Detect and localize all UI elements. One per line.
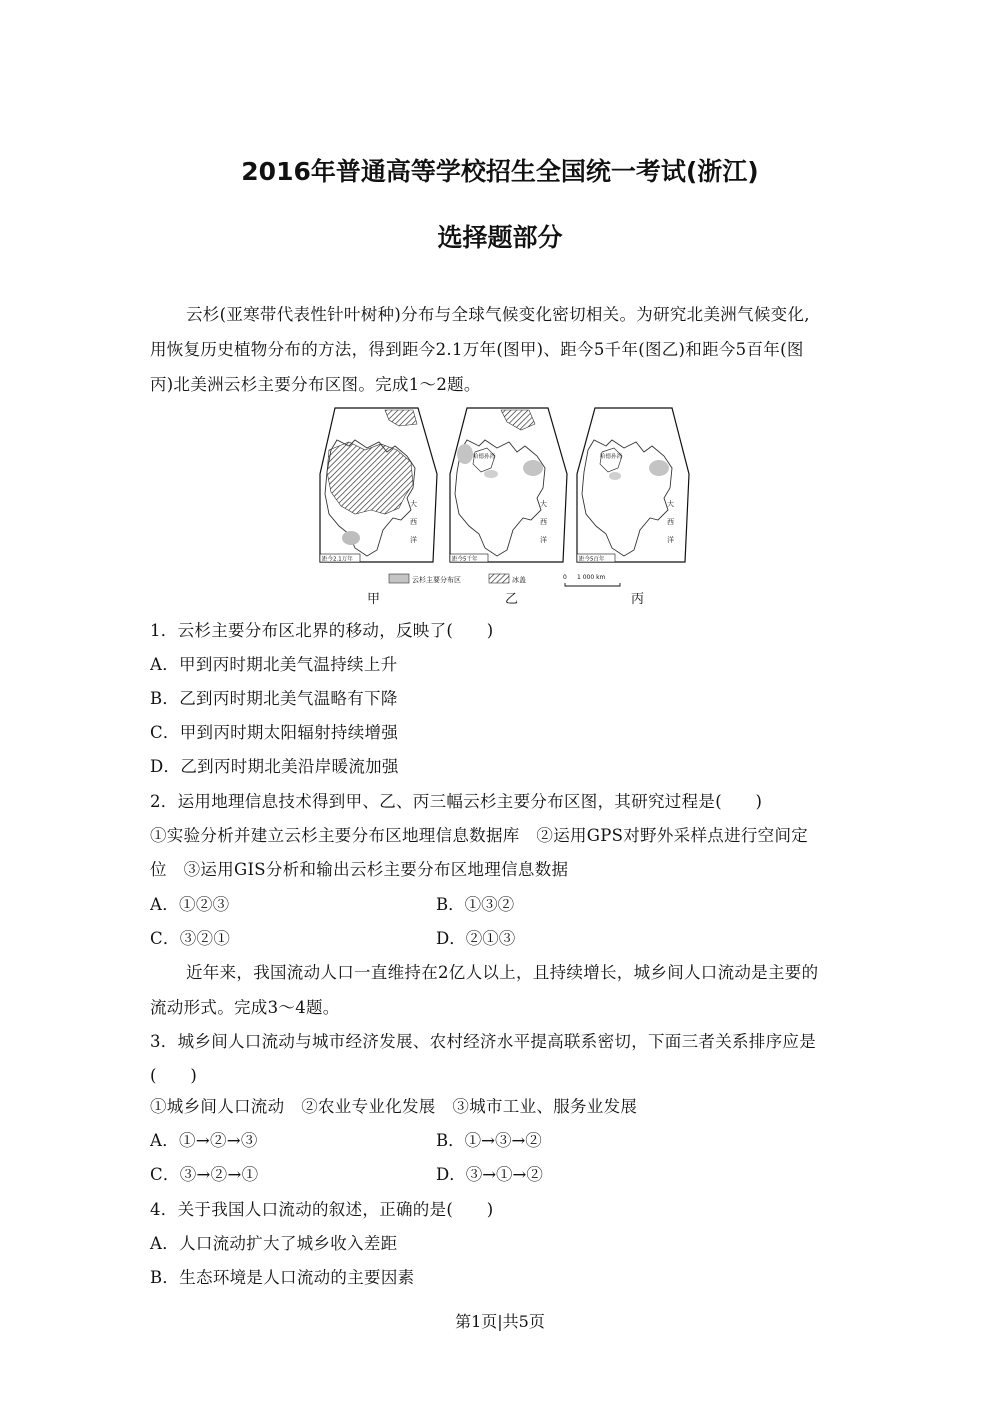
map-panel-bing bbox=[577, 408, 689, 563]
exam-title: 2016年普通高等学校招生全国统一考试(浙江) bbox=[241, 157, 759, 186]
bay-label-yi: 哈德孙湾 bbox=[473, 454, 496, 460]
q1-option-d[interactable]: D．乙到丙时期北美沿岸暖流加强 bbox=[150, 757, 399, 776]
ocean-label-yi-1: 大 bbox=[540, 500, 547, 508]
q2-items-line1: ①实验分析并建立云杉主要分布区地理信息数据库 ②运用GPS对野外采样点进行空间定 bbox=[150, 826, 809, 845]
q1-option-a[interactable]: A．甲到丙时期北美气温持续上升 bbox=[150, 655, 398, 674]
ocean-label-bing-2: 西 bbox=[667, 518, 674, 526]
panel-label-bing: 丙 bbox=[631, 592, 645, 607]
map-legend bbox=[389, 574, 620, 586]
legend-ice-swatch bbox=[489, 574, 509, 583]
q3-option-c[interactable]: C．③→②→① bbox=[150, 1165, 259, 1184]
q4-option-b[interactable]: B．生态环境是人口流动的主要因素 bbox=[150, 1268, 415, 1287]
q2-option-d[interactable]: D．②①③ bbox=[436, 929, 516, 948]
q2-option-a[interactable]: A．①②③ bbox=[150, 895, 230, 914]
q3-stem: 3．城乡间人口流动与城市经济发展、农村经济水平提高联系密切，下面三者关系排序应是 bbox=[150, 1032, 816, 1051]
q4-option-a[interactable]: A．人口流动扩大了城乡收入差距 bbox=[150, 1234, 398, 1253]
q3-option-d[interactable]: D．③→①→② bbox=[436, 1165, 543, 1184]
ocean-label-yi-2: 西 bbox=[540, 518, 547, 526]
spruce-map-figure bbox=[315, 402, 690, 608]
ocean-label-yi-3: 洋 bbox=[540, 536, 547, 544]
time-stamp-bing: 距今5百年 bbox=[579, 556, 605, 563]
legend-spruce-label: 云杉主要分布区 bbox=[412, 576, 461, 584]
intro1-line2: 用恢复历史植物分布的方法，得到距今2.1万年(图甲)、距今5千年(图乙)和距今5百年(图 bbox=[150, 340, 804, 359]
q2-option-b[interactable]: B．①③② bbox=[436, 895, 515, 914]
q2-option-c[interactable]: C．③②① bbox=[150, 929, 231, 948]
q1-option-c[interactable]: C．甲到丙时期太阳辐射持续增强 bbox=[150, 723, 399, 742]
ocean-label-jia-1: 大 bbox=[410, 500, 417, 508]
q2-items-line2: 位 ③运用GIS分析和输出云杉主要分布区地理信息数据 bbox=[150, 860, 569, 879]
map-panel-jia bbox=[320, 408, 437, 563]
legend-spruce-swatch bbox=[389, 574, 409, 583]
bay-label-bing: 哈德孙湾 bbox=[600, 454, 623, 460]
q3-stem-bracket: ( ) bbox=[150, 1066, 198, 1085]
intro1-line1: 云杉(亚寒带代表性针叶树种)分布与全球气候变化密切相关。为研究北美洲气候变化, bbox=[186, 305, 810, 324]
page-footer: 第1页|共5页 bbox=[455, 1312, 545, 1331]
intro1-line3: 丙)北美洲云杉主要分布区图。完成1～2题。 bbox=[150, 375, 481, 394]
panel-label-yi: 乙 bbox=[505, 592, 519, 607]
scale-bar bbox=[565, 583, 620, 586]
scale-zero: 0 bbox=[563, 574, 567, 581]
ocean-label-jia-2: 西 bbox=[410, 518, 417, 526]
ocean-label-bing-1: 大 bbox=[667, 500, 674, 508]
intro2-line2: 流动形式。完成3～4题。 bbox=[150, 998, 340, 1017]
panel-label-jia: 甲 bbox=[367, 592, 381, 607]
q4-stem: 4．关于我国人口流动的叙述，正确的是( ) bbox=[150, 1200, 494, 1219]
q3-option-a[interactable]: A．①→②→③ bbox=[150, 1131, 258, 1150]
q3-items: ①城乡间人口流动 ②农业专业化发展 ③城市工业、服务业发展 bbox=[150, 1097, 638, 1116]
section-title: 选择题部分 bbox=[437, 223, 563, 252]
map-panel-yi bbox=[450, 408, 567, 563]
time-stamp-yi: 距今5千年 bbox=[452, 556, 478, 563]
q2-stem: 2．运用地理信息技术得到甲、乙、丙三幅云杉主要分布区图，其研究过程是( ) bbox=[150, 792, 763, 811]
scale-value: 1 000 km bbox=[577, 574, 606, 581]
time-stamp-jia: 距今2.1万年 bbox=[322, 556, 353, 563]
q1-option-b[interactable]: B．乙到丙时期北美气温略有下降 bbox=[150, 689, 398, 708]
legend-ice-label: 冰盖 bbox=[512, 576, 526, 584]
ocean-label-jia-3: 洋 bbox=[410, 536, 417, 544]
q3-option-b[interactable]: B．①→③→② bbox=[436, 1131, 542, 1150]
ocean-label-bing-3: 洋 bbox=[667, 536, 674, 544]
q1-stem: 1．云杉主要分布区北界的移动，反映了( ) bbox=[150, 621, 494, 640]
intro2-line1: 近年来，我国流动人口一直维持在2亿人以上，且持续增长，城乡间人口流动是主要的 bbox=[186, 963, 819, 982]
